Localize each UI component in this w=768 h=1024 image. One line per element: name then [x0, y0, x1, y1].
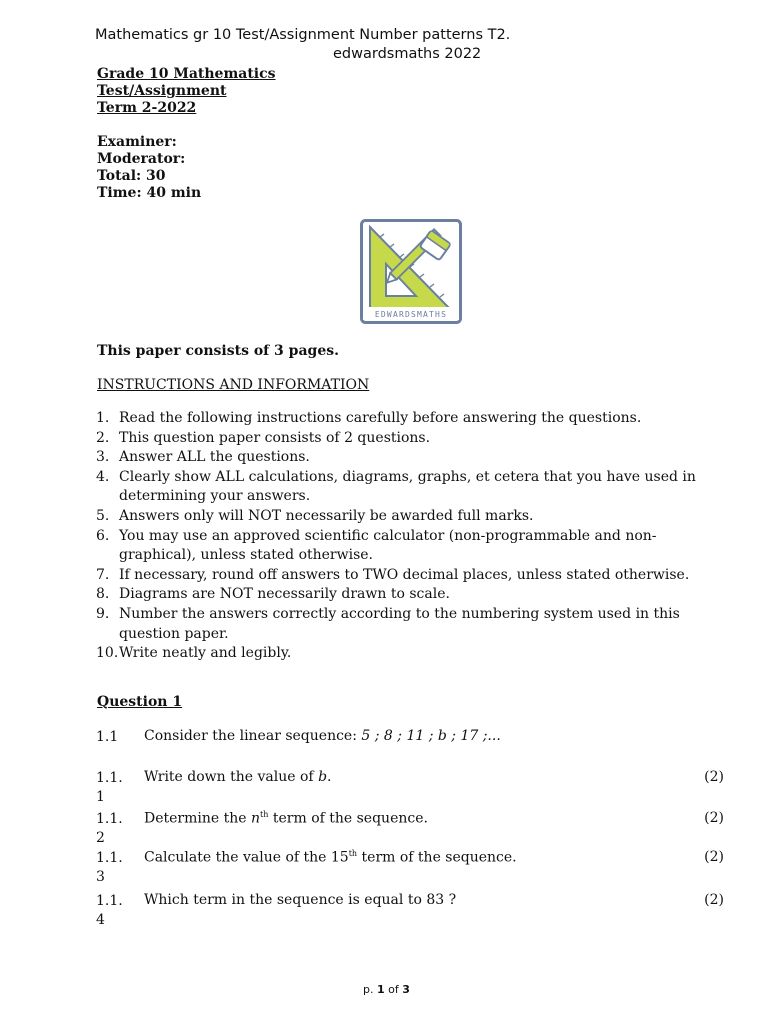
- question-text: Consider the linear sequence:: [144, 728, 357, 744]
- question-text: Which term in the sequence is equal to 83 ?: [144, 892, 457, 908]
- header-line-1: Mathematics gr 10 Test/Assignment Number patterns T2.: [95, 27, 511, 43]
- superscript: th: [348, 849, 358, 858]
- question-text-end: .: [327, 769, 332, 785]
- question-text-end: term of the sequence.: [272, 810, 428, 827]
- question-number: 1.1.: [96, 893, 123, 909]
- marks: (2): [704, 849, 724, 865]
- instruction-item: [96, 507, 696, 527]
- instructions-list: [96, 409, 696, 664]
- instruction-item: [96, 605, 696, 644]
- instruction-number: 3.: [96, 449, 110, 466]
- header-line-2: edwardsmaths 2022: [333, 46, 482, 62]
- question-number-suffix: 3: [96, 869, 105, 885]
- instruction-item: [96, 448, 696, 468]
- variable: b: [318, 769, 328, 785]
- instruction-number: 4.: [96, 468, 110, 485]
- superscript: th: [260, 810, 269, 819]
- marks: (2): [704, 892, 724, 908]
- instruction-text: Number the answers correctly according to the numbering system used in this question paper.: [119, 605, 680, 642]
- instruction-number: 6.: [96, 527, 110, 544]
- instruction-item: [96, 468, 696, 507]
- instruction-number: 2.: [96, 429, 110, 446]
- instruction-item: [96, 566, 696, 586]
- instruction-item: [96, 585, 696, 605]
- logo-text: EDWARDSMATHS: [374, 310, 448, 319]
- instruction-item: [96, 409, 696, 429]
- instruction-number: 7.: [96, 566, 110, 583]
- page-current: 1: [376, 983, 385, 996]
- instruction-text: Write neatly and legibly.: [119, 645, 292, 662]
- time-label: Time: 40 min: [97, 185, 202, 201]
- question-text-end: term of the sequence.: [361, 849, 517, 866]
- question-number-suffix: 4: [96, 912, 105, 928]
- page-total: 3: [402, 983, 410, 996]
- question-number-suffix: 2: [96, 830, 105, 846]
- page-footer: [363, 983, 410, 996]
- question-number: 1.1: [96, 729, 119, 745]
- instruction-item: [96, 429, 696, 449]
- examiner-label: Examiner:: [97, 134, 177, 150]
- instruction-number: 10.: [96, 645, 119, 662]
- instruction-text: Diagrams are NOT necessarily drawn to scale.: [119, 586, 450, 603]
- term-label: Term 2-2022: [97, 100, 197, 116]
- question-text: Calculate the value of the 15: [144, 849, 349, 866]
- instruction-item: [96, 527, 696, 566]
- question-1-heading: Question 1: [97, 694, 183, 710]
- instruction-text: Read the following instructions carefully before answering the questions.: [119, 410, 642, 426]
- marks: (2): [704, 810, 724, 826]
- pages-note: This paper consists of 3 pages.: [97, 343, 339, 359]
- question-number: 1.1.: [96, 811, 123, 827]
- test-type: Test/Assignment: [97, 83, 227, 99]
- instruction-number: 5.: [96, 507, 110, 524]
- instruction-text: This question paper consists of 2 questions.: [119, 429, 431, 446]
- question-number: 1.1.: [96, 850, 123, 866]
- instruction-text: Clearly show ALL calculations, diagrams, graphs, et cetera that you have used in determining your answers.: [119, 468, 696, 505]
- question-text: Determine the: [144, 810, 247, 827]
- instruction-number: 1.: [96, 410, 110, 426]
- edwardsmaths-logo: [360, 219, 462, 324]
- page-prefix: p.: [363, 983, 374, 996]
- question-number: 1.1.: [96, 770, 123, 786]
- grade-title: Grade 10 Mathematics: [97, 66, 276, 82]
- instruction-text: Answer ALL the questions.: [119, 449, 310, 466]
- instruction-text: Answers only will NOT necessarily be awarded full marks.: [119, 507, 534, 524]
- variable: n: [251, 810, 261, 827]
- marks: (2): [704, 769, 724, 785]
- total-label: Total: 30: [97, 168, 166, 184]
- instruction-number: 9.: [96, 605, 110, 622]
- instructions-heading: INSTRUCTIONS AND INFORMATION: [97, 377, 370, 393]
- moderator-label: Moderator:: [97, 151, 186, 167]
- sequence-expression: 5 ; 8 ; 11 ; b ; 17 ;...: [361, 728, 501, 744]
- question-number-suffix: 1: [96, 789, 105, 805]
- question-text: Write down the value of: [144, 769, 314, 785]
- instruction-text: If necessary, round off answers to TWO decimal places, unless stated otherwise.: [119, 566, 690, 583]
- instruction-number: 8.: [96, 586, 110, 603]
- instruction-text: You may use an approved scientific calculator (non-programmable and non-graphical), unless stated otherwise.: [119, 527, 657, 564]
- instruction-item: [96, 644, 696, 664]
- page-of: of: [388, 983, 399, 996]
